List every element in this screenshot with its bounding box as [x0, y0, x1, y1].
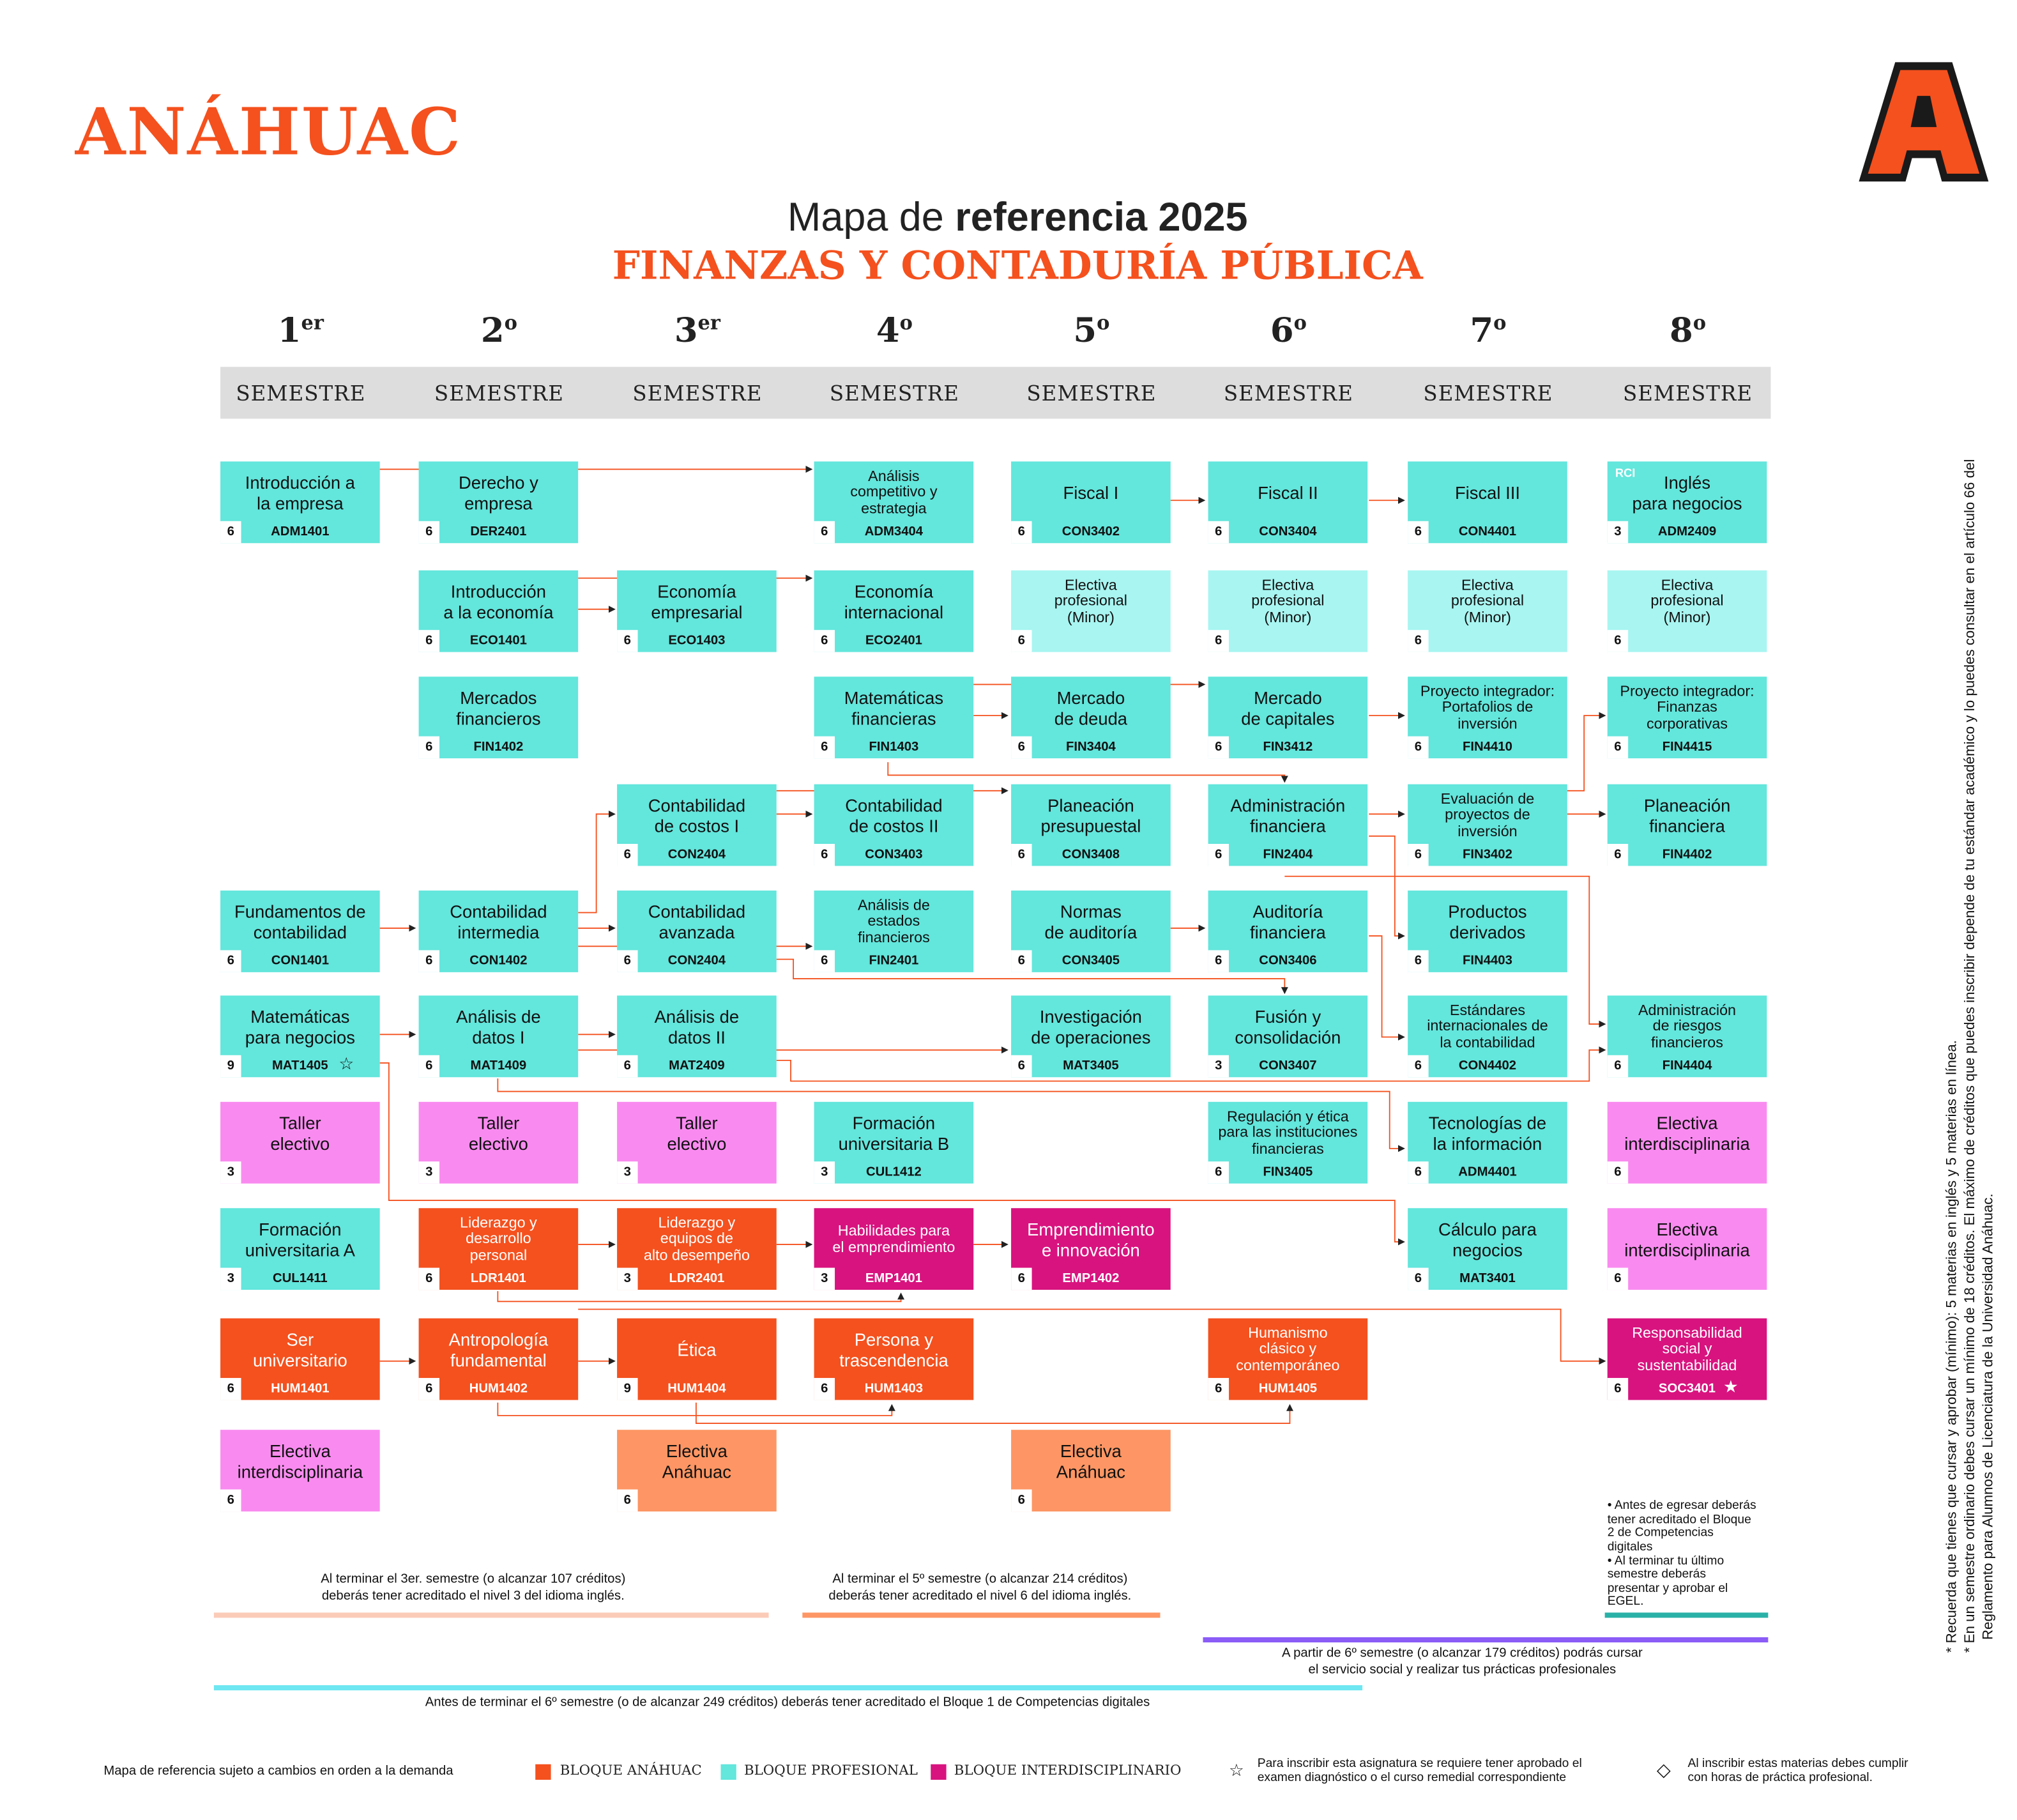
course-credits: 3: [419, 1161, 439, 1183]
course-name: Planeación presupuestal: [1040, 796, 1141, 836]
digital-block1-bar: [214, 1685, 1362, 1690]
star-icon: ★: [1723, 1377, 1739, 1396]
course-card[interactable]: [419, 461, 579, 543]
course-name: Humanismo clásico y contemporáneo: [1236, 1326, 1340, 1374]
course-credits: 6: [1011, 737, 1031, 758]
course-name: Mercados financieros: [456, 689, 541, 728]
semester-number-digit: 4: [876, 312, 900, 351]
semester-number-suffix: o: [1693, 311, 1707, 335]
course-credits: 3: [617, 1161, 637, 1183]
egel-note: • Antes de egresar deberás tener acreditado el Bloque 2 de Competencias digitales • Al terminar tu último semestre deberás presentar y aprobar el EGEL.: [1607, 1498, 1756, 1609]
course-card[interactable]: [814, 891, 974, 972]
semester-number-suffix: er: [697, 311, 720, 335]
course-card[interactable]: [1608, 570, 1767, 652]
course-code: CON2404: [667, 848, 726, 862]
side-note-line3: Reglamento para Alumnos de Licenciatura de la Universidad Anáhuac.: [1980, 1193, 1996, 1640]
semester-number-digit: 2: [480, 312, 505, 351]
course-code: CON3403: [865, 848, 923, 862]
course-code: ADM1401: [271, 524, 330, 540]
course-code: FIN2401: [869, 954, 919, 968]
semester-label-7: SEMESTRE: [1423, 381, 1553, 406]
course-name: Proyecto integrador: Finanzas corporativas: [1620, 684, 1754, 732]
course-code: FIN3402: [1463, 848, 1512, 862]
course-name: Cálculo para negocios: [1438, 1220, 1537, 1260]
course-credits: 6: [1208, 844, 1229, 866]
course-credits: 6: [1208, 630, 1229, 652]
course-code: HUM1405: [1258, 1382, 1318, 1396]
course-card[interactable]: [1408, 891, 1567, 972]
course-card[interactable]: [1011, 570, 1171, 652]
course-code: MAT3405: [1063, 1059, 1119, 1074]
course-card[interactable]: [814, 677, 974, 758]
semester-label-4: SEMESTRE: [829, 381, 959, 406]
egel-bar: [1605, 1612, 1769, 1617]
course-name: Electiva profesional (Minor): [1450, 577, 1525, 626]
star-icon: ☆: [339, 1053, 354, 1074]
diamond-icon: ◇: [1656, 1759, 1671, 1780]
course-code: FIN2404: [1263, 848, 1313, 862]
course-credits: 3: [220, 1161, 241, 1183]
course-card[interactable]: [419, 677, 579, 758]
course-name: Análisis de datos II: [654, 1007, 740, 1047]
course-credits: 6: [419, 737, 439, 758]
legend-subject-to-change: Mapa de referencia sujeto a cambios en orden a la demanda: [103, 1764, 453, 1779]
course-code: CON2404: [667, 954, 726, 968]
course-credits: 6: [1011, 950, 1031, 972]
course-name: Fiscal II: [1258, 483, 1318, 503]
course-card[interactable]: [1608, 1208, 1767, 1290]
course-code: HUM1402: [469, 1382, 528, 1396]
course-name: Taller electivo: [667, 1113, 727, 1153]
course-credits: 6: [419, 950, 439, 972]
course-credits: 6: [1408, 630, 1428, 652]
course-credits: 6: [1408, 737, 1428, 758]
course-name: Liderazgo y equipos de alto desempeño: [643, 1216, 750, 1264]
course-card[interactable]: [419, 570, 579, 652]
course-card[interactable]: [1011, 891, 1171, 972]
course-credits: 6: [220, 1378, 241, 1400]
course-credits: 6: [419, 521, 439, 543]
course-name: Habilidades para el emprendimiento: [832, 1223, 955, 1256]
course-card[interactable]: [617, 1430, 777, 1511]
course-name: Formación universitaria B: [838, 1113, 950, 1153]
course-code: EMP1401: [865, 1271, 922, 1286]
course-card[interactable]: [1208, 461, 1368, 543]
semester-label-6: SEMESTRE: [1223, 381, 1353, 406]
course-name: Análisis de estados financieros: [857, 898, 930, 946]
course-code: CUL1411: [272, 1271, 328, 1286]
course-card[interactable]: [1408, 995, 1567, 1077]
course-code: LDR2401: [669, 1271, 725, 1286]
course-credits: 6: [1408, 521, 1428, 543]
course-credits: 6: [617, 1490, 637, 1511]
semester-label-3: SEMESTRE: [632, 381, 763, 406]
course-credits: 6: [1011, 1490, 1031, 1511]
course-name: Antropología fundamental: [448, 1330, 549, 1370]
course-name: Proyecto integrador: Portafolios de inversión: [1420, 684, 1555, 732]
course-name: Ser universitario: [252, 1330, 347, 1370]
course-card[interactable]: [1011, 461, 1171, 543]
course-code: FIN4404: [1662, 1059, 1712, 1074]
course-name: Tecnologías de la información: [1428, 1113, 1547, 1153]
course-card[interactable]: [220, 995, 380, 1077]
course-credits: 6: [814, 844, 835, 866]
course-name: Matemáticas para negocios: [245, 1007, 355, 1047]
course-code: ECO1401: [469, 634, 527, 648]
course-card[interactable]: [1408, 1208, 1567, 1290]
course-credits: 3: [1208, 1055, 1229, 1077]
course-name: Normas de auditoría: [1044, 903, 1138, 942]
course-name: Inglés para negocios: [1632, 473, 1742, 513]
course-card[interactable]: [1208, 1319, 1368, 1400]
side-note-line1: * Recuerda que tienes que cursar y aprobar (mínimo): 5 materias en inglés y 5 materias en línea.: [1944, 1040, 1960, 1653]
semester-label-1: SEMESTRE: [236, 381, 366, 406]
semester-number-suffix: o: [1493, 311, 1507, 335]
course-name: Contabilidad de costos II: [845, 796, 943, 836]
semester-number-suffix: er: [301, 311, 324, 335]
course-code: FIN4410: [1463, 740, 1512, 754]
course-card[interactable]: [617, 891, 777, 972]
course-credits: 6: [1408, 1055, 1428, 1077]
course-credits: 6: [1208, 1378, 1229, 1400]
course-name: Electiva interdisciplinaria: [237, 1442, 363, 1481]
course-credits: 3: [814, 1161, 835, 1183]
course-card[interactable]: [1408, 784, 1567, 866]
course-name: Fusión y consolidación: [1235, 1007, 1341, 1047]
course-card[interactable]: [617, 1208, 777, 1290]
legend-profesional-label: BLOQUE PROFESIONAL: [743, 1763, 918, 1779]
course-card[interactable]: [220, 891, 380, 972]
course-credits: 6: [419, 1378, 439, 1400]
course-code: CON3408: [1062, 848, 1120, 862]
rci-badge: RCI: [1615, 466, 1636, 480]
course-code: DER2401: [470, 524, 527, 540]
semester-number-suffix: o: [1293, 311, 1307, 335]
english-level3-note: Al terminar el 3er. semestre (o alcanzar 107 créditos) deberás tener acreditado el nivel 3 del idioma inglés.: [321, 1572, 626, 1603]
course-name: Evaluación de proyectos de inversión: [1440, 791, 1535, 840]
legend-profesional-swatch: [720, 1764, 736, 1780]
course-name: Taller electivo: [270, 1113, 330, 1153]
legend-anahuac-swatch: [535, 1764, 551, 1780]
course-code: LDR1401: [470, 1271, 526, 1286]
course-card[interactable]: [814, 1319, 974, 1400]
course-card[interactable]: [1011, 784, 1171, 866]
course-code: CON4401: [1458, 524, 1517, 540]
course-card[interactable]: [1408, 1102, 1567, 1184]
course-name: Regulación y ética para las instituciones financieras: [1218, 1109, 1358, 1158]
star-icon: ☆: [1229, 1760, 1244, 1780]
course-code: ADM4401: [1458, 1165, 1517, 1180]
program-title: FINANZAS Y CONTADURÍA PÚBLICA: [612, 243, 1423, 289]
course-code: FIN4402: [1662, 848, 1712, 862]
course-credits: 3: [1608, 521, 1628, 543]
course-card[interactable]: [1011, 995, 1171, 1077]
course-code: FIN1402: [473, 740, 524, 754]
semester-number-suffix: o: [899, 311, 913, 335]
course-code: CON3402: [1062, 524, 1120, 540]
semester-label-5: SEMESTRE: [1026, 381, 1157, 406]
course-card[interactable]: [814, 1208, 974, 1290]
course-card[interactable]: [220, 1430, 380, 1511]
course-code: ECO1403: [668, 634, 726, 648]
course-card[interactable]: [1608, 995, 1767, 1077]
course-credits: 6: [1011, 630, 1031, 652]
course-code: FIN4415: [1662, 740, 1712, 754]
course-code: FIN3404: [1065, 740, 1116, 754]
course-code: CON1401: [271, 954, 329, 968]
servicio-social-note: A partir de 6º semestre (o alcanzar 179 créditos) podrás cursar el servicio social y realizar tus prácticas profesionales: [1282, 1646, 1643, 1677]
course-name: Auditoría financiera: [1249, 903, 1326, 942]
course-name: Electiva profesional (Minor): [1251, 577, 1325, 626]
course-name: Persona y trascendencia: [839, 1330, 948, 1370]
course-credits: 9: [617, 1378, 637, 1400]
course-credits: 6: [1408, 1161, 1428, 1183]
english-level6-bar: [802, 1612, 1160, 1617]
course-code: SOC3401: [1658, 1382, 1716, 1396]
course-card[interactable]: [814, 461, 974, 543]
course-card[interactable]: [617, 1319, 777, 1400]
course-card[interactable]: [1011, 677, 1171, 758]
course-card[interactable]: [419, 891, 579, 972]
semester-number-digit: 5: [1073, 312, 1097, 351]
course-credits: 6: [419, 630, 439, 652]
course-name: Estándares internacionales de la contabilidad: [1427, 1003, 1548, 1051]
course-name: Electiva profesional (Minor): [1054, 577, 1127, 626]
course-credits: 6: [617, 1055, 637, 1077]
course-card[interactable]: [1208, 677, 1368, 758]
brand-wordmark: ANÁHUAC: [75, 93, 462, 170]
course-code: MAT1409: [470, 1059, 527, 1074]
course-credits: 6: [1408, 1268, 1428, 1290]
legend-anahuac-label: BLOQUE ANÁHUAC: [559, 1763, 702, 1779]
course-code: MAT3401: [1459, 1271, 1516, 1286]
legend-star-note: Para inscribir esta asignatura se requiere tener aprobado el examen diagnóstico o el curso remedial correspondiente: [1257, 1756, 1582, 1786]
course-code: EMP1402: [1062, 1271, 1120, 1286]
course-credits: 6: [1208, 1161, 1229, 1183]
course-name: Electiva interdisciplinaria: [1624, 1220, 1750, 1260]
course-card[interactable]: [814, 570, 974, 652]
course-card[interactable]: [1608, 1319, 1767, 1400]
semester-number-digit: 3: [674, 312, 698, 351]
servicio-social-bar: [1203, 1637, 1768, 1642]
course-name: Electiva Anáhuac: [662, 1442, 731, 1481]
course-credits: 6: [1608, 844, 1628, 866]
course-credits: 3: [617, 1268, 637, 1290]
course-name: Fundamentos de contabilidad: [234, 903, 366, 942]
course-card[interactable]: [419, 1319, 579, 1400]
course-name: Fiscal I: [1063, 483, 1119, 503]
course-credits: 6: [1408, 844, 1428, 866]
course-name: Planeación financiera: [1643, 796, 1731, 836]
course-code: HUM1404: [667, 1382, 726, 1396]
course-card[interactable]: [419, 995, 579, 1077]
course-credits: 3: [814, 1268, 835, 1290]
course-name: Economía empresarial: [651, 582, 743, 622]
course-card[interactable]: [1208, 570, 1368, 652]
course-card[interactable]: [1608, 461, 1767, 543]
course-name: Fiscal III: [1454, 483, 1520, 503]
course-name: Electiva interdisciplinaria: [1624, 1113, 1750, 1153]
course-card[interactable]: [220, 461, 380, 543]
course-credits: 6: [1608, 1268, 1628, 1290]
course-card[interactable]: [1208, 1102, 1368, 1184]
course-card[interactable]: [1408, 677, 1567, 758]
course-code: CUL1412: [865, 1165, 922, 1180]
course-credits: 9: [220, 1055, 241, 1077]
course-code: ADM2409: [1657, 524, 1717, 540]
course-name: Electiva Anáhuac: [1056, 1442, 1125, 1481]
course-code: CON3407: [1259, 1059, 1317, 1074]
course-card[interactable]: [1408, 570, 1567, 652]
course-credits: 6: [419, 1055, 439, 1077]
course-name: Taller electivo: [468, 1113, 528, 1153]
course-credits: 6: [220, 1490, 241, 1511]
course-name: Economía internacional: [844, 582, 944, 622]
digital-block1-note: Antes de terminar el 6º semestre (o de alcanzar 249 créditos) deberás tener acreditado el Bloque 1 de Competencias digitales: [425, 1695, 1150, 1710]
side-note: [1944, 305, 1998, 1653]
semester-label-2: SEMESTRE: [434, 381, 564, 406]
semester-number-suffix: o: [504, 311, 517, 335]
course-code: ECO2401: [865, 634, 922, 648]
semester-number-digit: 7: [1470, 312, 1494, 351]
course-card[interactable]: [1011, 1430, 1171, 1511]
course-code: CON3406: [1259, 954, 1317, 968]
course-card[interactable]: [1208, 995, 1368, 1077]
course-credits: 6: [617, 844, 637, 866]
course-card[interactable]: [220, 1208, 380, 1290]
semester-number-digit: 6: [1270, 312, 1294, 351]
course-credits: 6: [220, 521, 241, 543]
course-code: CON4402: [1458, 1059, 1517, 1074]
course-credits: 6: [1608, 1055, 1628, 1077]
course-code: CON3405: [1062, 954, 1120, 968]
course-code: MAT2409: [669, 1059, 725, 1074]
course-name: Derecho y empresa: [458, 473, 538, 513]
course-name: Formación universitaria A: [245, 1220, 355, 1260]
english-level3-bar: [214, 1612, 769, 1617]
course-card[interactable]: [1608, 677, 1767, 758]
course-card[interactable]: [1608, 784, 1767, 866]
semester-number-digit: 1: [277, 312, 301, 351]
course-credits: 6: [1208, 521, 1229, 543]
course-credits: 6: [814, 630, 835, 652]
legend-interdisciplinario-label: BLOQUE INTERDISCIPLINARIO: [954, 1763, 1182, 1779]
course-credits: 6: [1408, 950, 1428, 972]
course-code: FIN3405: [1263, 1165, 1313, 1180]
course-name: Productos derivados: [1448, 903, 1527, 942]
course-name: Administración financiera: [1230, 796, 1346, 836]
course-credits: 6: [814, 1378, 835, 1400]
course-name: Introducción a la economía: [443, 582, 554, 622]
course-credits: 3: [220, 1268, 241, 1290]
course-code: HUM1401: [271, 1382, 330, 1396]
course-card[interactable]: [617, 1102, 777, 1184]
course-credits: 6: [1208, 950, 1229, 972]
course-credits: 6: [419, 1268, 439, 1290]
course-credits: 6: [1608, 737, 1628, 758]
course-card[interactable]: [814, 1102, 974, 1184]
course-card[interactable]: [814, 784, 974, 866]
semester-label-8: SEMESTRE: [1622, 381, 1753, 406]
course-card[interactable]: [419, 1208, 579, 1290]
course-name: Investigación de operaciones: [1031, 1007, 1151, 1047]
course-credits: 6: [617, 950, 637, 972]
legend-interdisciplinario-swatch: [931, 1764, 946, 1780]
course-name: Emprendimiento e innovación: [1027, 1220, 1155, 1260]
course-name: Ética: [677, 1340, 717, 1360]
course-code: FIN4403: [1463, 954, 1512, 968]
course-credits: 6: [1011, 521, 1031, 543]
course-credits: 6: [814, 521, 835, 543]
course-code: HUM1403: [864, 1382, 924, 1396]
course-card[interactable]: [1208, 784, 1368, 866]
semester-number-digit: 8: [1669, 312, 1693, 351]
course-card[interactable]: [1608, 1102, 1767, 1184]
course-code: MAT1405: [272, 1059, 328, 1074]
course-code: CON1402: [469, 954, 528, 968]
course-credits: 6: [220, 950, 241, 972]
course-name: Electiva profesional (Minor): [1650, 577, 1724, 626]
course-name: Mercado de capitales: [1241, 689, 1335, 728]
course-card[interactable]: [419, 1102, 579, 1184]
course-card[interactable]: [1208, 891, 1368, 972]
course-credits: 6: [1208, 737, 1229, 758]
course-card[interactable]: [617, 570, 777, 652]
course-name: Responsabilidad social y sustentabilidad: [1632, 1326, 1742, 1374]
title-prefix: Mapa de: [787, 194, 955, 240]
course-name: Administración de riesgos financieros: [1638, 1003, 1737, 1051]
course-credits: 6: [1608, 1161, 1628, 1183]
course-name: Análisis de datos I: [456, 1007, 541, 1047]
course-name: Introducción a la empresa: [245, 473, 355, 513]
course-code: FIN1403: [869, 740, 919, 754]
course-card[interactable]: [220, 1102, 380, 1184]
course-name: Análisis competitivo y estrategia: [850, 469, 938, 517]
course-credits: 6: [1011, 844, 1031, 866]
course-card[interactable]: [1408, 461, 1567, 543]
course-card[interactable]: [220, 1319, 380, 1400]
course-card[interactable]: [617, 784, 777, 866]
course-card[interactable]: [1011, 1208, 1171, 1290]
course-credits: 6: [1608, 1378, 1628, 1400]
course-credits: 6: [1608, 630, 1628, 652]
course-code: CON3404: [1259, 524, 1317, 540]
course-credits: 6: [814, 737, 835, 758]
course-name: Liderazgo y desarrollo personal: [460, 1216, 537, 1264]
course-name: Contabilidad intermedia: [450, 903, 547, 942]
course-credits: 6: [617, 630, 637, 652]
course-credits: 6: [1011, 1055, 1031, 1077]
title-bold: referencia 2025: [955, 194, 1248, 240]
course-name: Matemáticas financieras: [844, 689, 944, 728]
course-name: Mercado de deuda: [1054, 689, 1128, 728]
semester-number-suffix: o: [1097, 311, 1110, 335]
course-name: Contabilidad avanzada: [648, 903, 746, 942]
course-credits: 6: [1011, 1268, 1031, 1290]
english-level6-note: Al terminar el 5º semestre (o alcanzar 214 créditos) deberás tener acreditado el nivel 6 del idioma inglés.: [828, 1572, 1132, 1603]
course-name: Contabilidad de costos I: [648, 796, 746, 836]
course-code: ADM3404: [864, 524, 924, 540]
course-card[interactable]: [617, 995, 777, 1077]
side-note-line2: * En un semestre ordinario debes cursar un mínimo de 18 créditos. El máximo de créditos que puedes inscribir depende de tu estándar académico y lo puedes consultar en el artículo 66 del: [1962, 459, 1978, 1653]
course-credits: 6: [814, 950, 835, 972]
course-code: FIN3412: [1263, 740, 1313, 754]
legend-diamond-note: Al inscribir estas materias debes cumplir con horas de práctica profesional.: [1687, 1756, 1908, 1786]
